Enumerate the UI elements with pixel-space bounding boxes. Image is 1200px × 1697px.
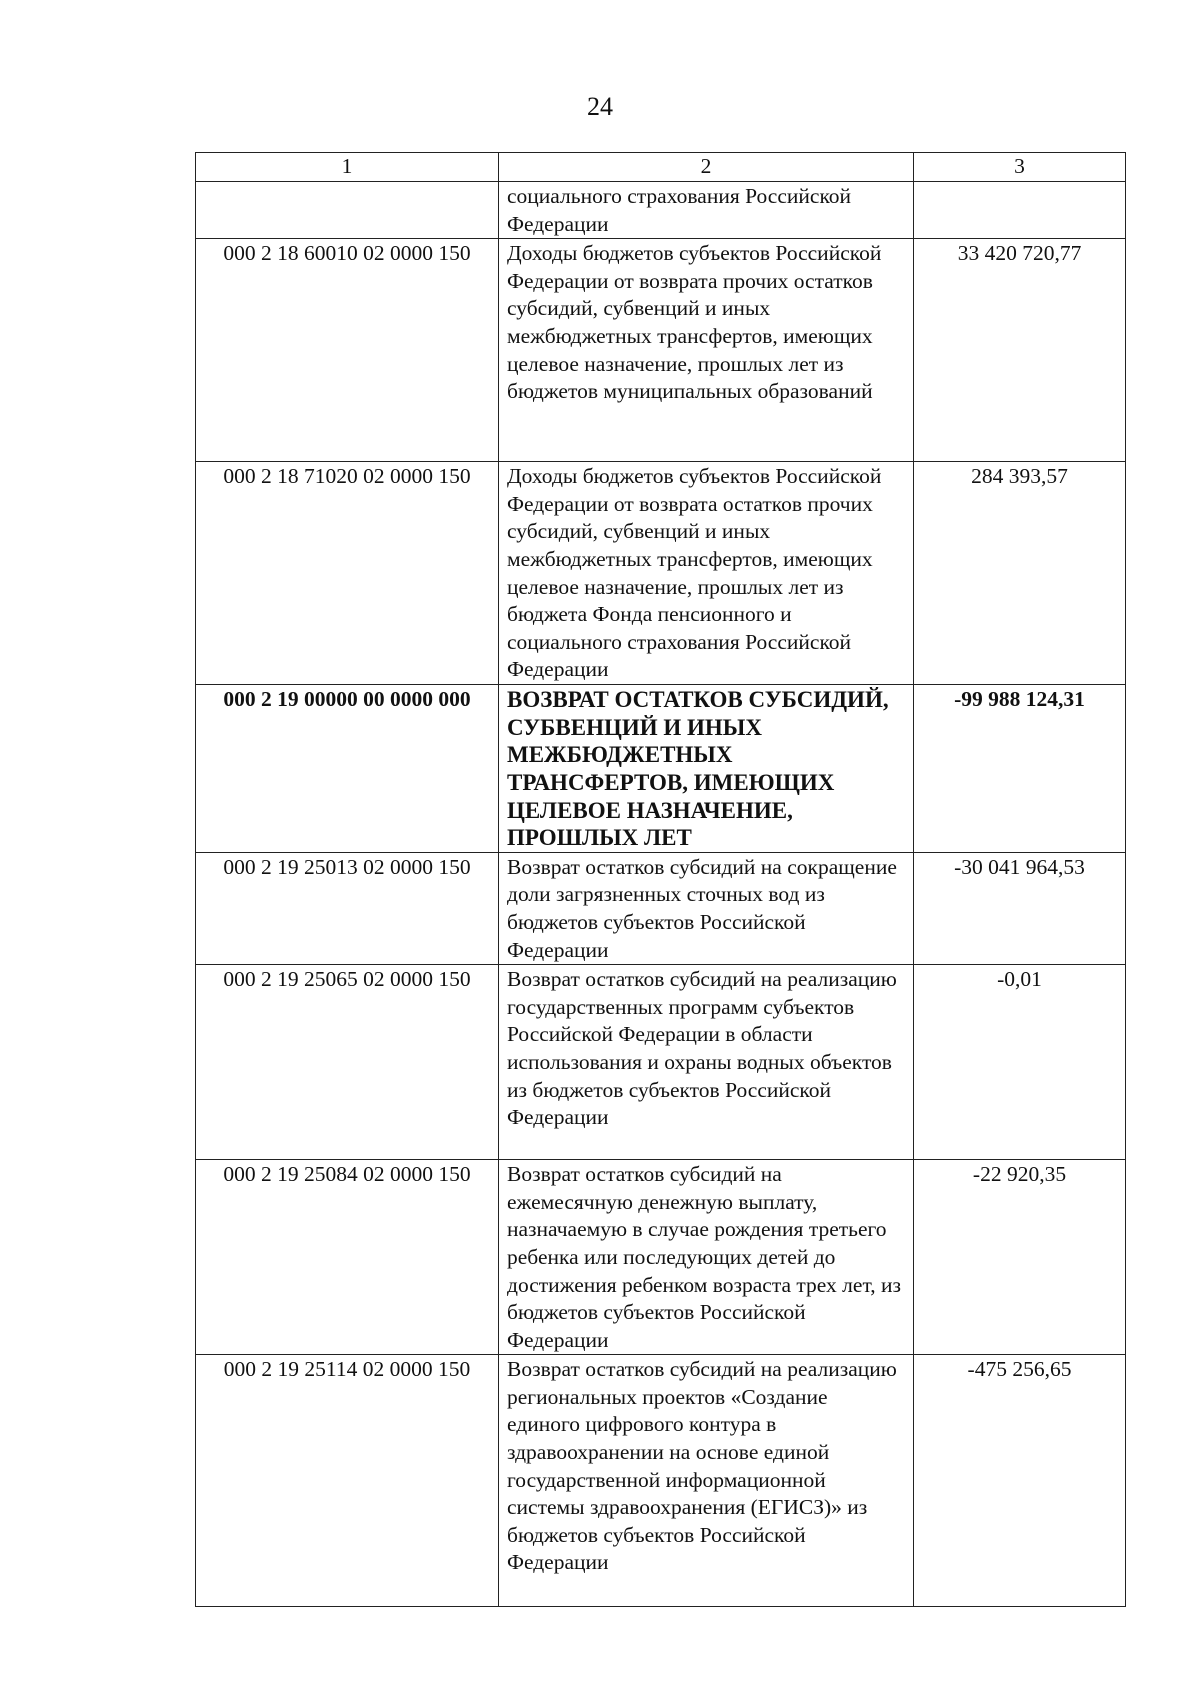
table-row [196,1160,1126,1355]
table-row [196,462,1126,685]
table-row [196,239,1126,462]
row-amount: 33 420 720,77 [914,239,1126,462]
row-code: 000 2 19 25013 02 0000 150 [196,852,499,964]
table-row [196,1355,1126,1607]
row-code: 000 2 18 60010 02 0000 150 [196,239,499,462]
row-name: Возврат остатков субсидий на реализацию государственных программ субъектов Российской Федерации в области использования и охраны водных объектов из бюджетов субъектов Российской Федерации [499,965,914,1160]
row-name: Возврат остатков субсидий на сокращение доли загрязненных сточных вод из бюджетов субъектов Российской Федерации [499,852,914,964]
column-header-name: 2 [499,153,914,182]
row-name: Возврат остатков субсидий на реализацию региональных проектов «Создание единого цифрового контура в здравоохранении на основе единой государственной информационной системы здравоохранения (ЕГИСЗ)» из бюджетов субъектов Российской Федерации [499,1355,914,1607]
row-name: ВОЗВРАТ ОСТАТКОВ СУБСИДИЙ, СУБВЕНЦИЙ И ИНЫХ МЕЖБЮДЖЕТНЫХ ТРАНСФЕРТОВ, ИМЕЮЩИХ ЦЕЛЕВОЕ НАЗНАЧЕНИЕ, ПРОШЛЫХ ЛЕТ [499,685,914,853]
row-name: Возврат остатков субсидий на ежемесячную денежную выплату, назначаемую в случае рождения третьего ребенка или последующих детей до достижения ребенком возраста трех лет, из бюджетов субъектов Российской Федерации [499,1160,914,1355]
row-name: Доходы бюджетов субъектов Российской Федерации от возврата остатков прочих субсидий, субвенций и иных межбюджетных трансфертов, имеющих целевое назначение, прошлых лет из бюджета Фонда пенсионного и социального страхования Российской Федерации [499,462,914,685]
table-row [196,852,1126,964]
row-code: 000 2 18 71020 02 0000 150 [196,462,499,685]
row-code: 000 2 19 25065 02 0000 150 [196,965,499,1160]
row-amount: -30 041 964,53 [914,852,1126,964]
row-name: Доходы бюджетов субъектов Российской Федерации от возврата прочих остатков субсидий, субвенций и иных межбюджетных трансфертов, имеющих целевое назначение, прошлых лет из бюджетов муниципальных образований [499,239,914,462]
row-amount: -0,01 [914,965,1126,1160]
table-header-row [196,153,1126,182]
page-number: 24 [587,92,613,121]
row-amount: -475 256,65 [914,1355,1126,1607]
row-amount: -99 988 124,31 [914,685,1126,853]
column-header-code: 1 [196,153,499,182]
row-code: 000 2 19 00000 00 0000 000 [196,685,499,853]
table-row [196,182,1126,239]
row-amount: 284 393,57 [914,462,1126,685]
row-code: 000 2 19 25114 02 0000 150 [196,1355,499,1607]
budget-table [195,152,1126,1607]
column-header-amount: 3 [914,153,1126,182]
row-code [196,182,499,239]
row-code: 000 2 19 25084 02 0000 150 [196,1160,499,1355]
row-amount: -22 920,35 [914,1160,1126,1355]
row-amount [914,182,1126,239]
table-row-section-total [196,685,1126,853]
row-name: социального страхования Российской Федерации [499,182,914,239]
table-row [196,965,1126,1160]
